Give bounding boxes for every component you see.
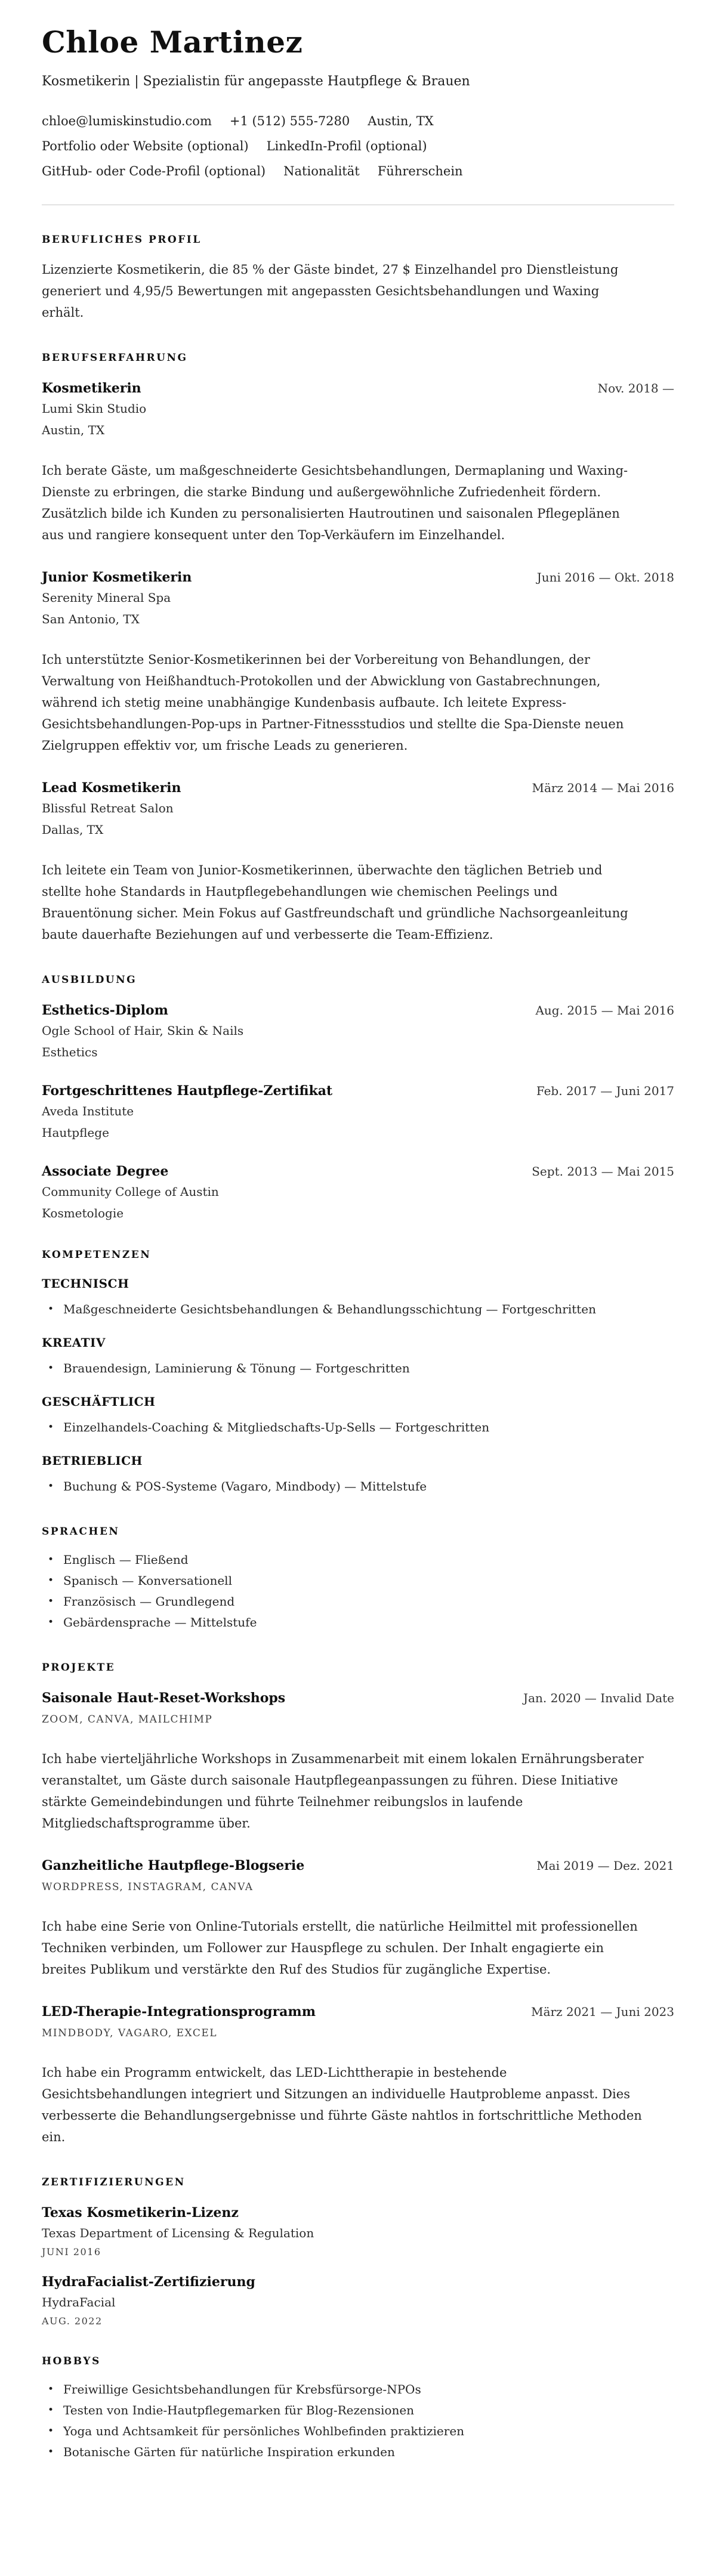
project-description: Ich habe ein Programm entwickelt, das LED-Lichttherapie in bestehende Gesichtsbehandlungen integriert und Sitzungen an individuelle Hautprobleme anpasst. Dies verbesserte die Behandlungsergebnisse und führte Gäste nahtlos in fortschrittliche Methoden ein. [42, 2065, 642, 2144]
section-certifications [42, 2176, 674, 2327]
project-name: LED-Therapie-Integrationsprogramm [42, 2003, 316, 2020]
education-dates: Feb. 2017 — Juni 2017 [536, 1083, 674, 1098]
job-description: Ich berate Gäste, um maßgeschneiderte Gesichtsbehandlungen, Dermaplaning und Waxing-Dienste zu erbringen, die starke Bindung und außergewöhnliche Zufriedenheit fördern. Zusätzlich bilde ich Kunden zu personalisierten Hautroutinen und saisonalen Pflegeplänen aus und rangiere konsequent unter den Top-Verkäufern im Einzelhandel. [42, 463, 628, 542]
education-degree: Esthetics-Diplom [42, 1002, 168, 1018]
bullet-icon: • [48, 1574, 54, 1587]
section-title-profile: BERUFLICHES PROFIL [42, 233, 202, 246]
section-profile [42, 234, 674, 323]
education-school: Community College of Austin [42, 1184, 219, 1199]
hobby-item [42, 2421, 674, 2442]
project-entry [42, 1858, 674, 1980]
person-name: Chloe Martinez [42, 24, 303, 60]
education-school: Aveda Institute [42, 1103, 134, 1118]
hobby-text: Yoga und Achtsamkeit für persönliches Wohlbefinden praktizieren [63, 2423, 465, 2438]
certification-issuer: HydraFacial [42, 2294, 116, 2309]
section-education [42, 974, 674, 1220]
hobby-text: Botanische Gärten für natürliche Inspiration erkunden [63, 2444, 395, 2459]
skill-group-name: TECHNISCH [42, 1276, 129, 1291]
education-degree: Associate Degree [42, 1163, 169, 1179]
skill-item [42, 1299, 674, 1320]
project-name: Ganzheitliche Hautpflege-Blogserie [42, 1857, 305, 1873]
job-dates: März 2014 — Mai 2016 [532, 780, 674, 795]
project-tools: WORDPRESS, INSTAGRAM, CANVA [42, 1881, 254, 1893]
skill-text: Brauendesign, Laminierung & Tönung — Fortgeschritten [63, 1360, 410, 1375]
certification-issuer: Texas Department of Licensing & Regulation [42, 2225, 314, 2240]
skill-item [42, 1417, 674, 1438]
skill-text: Maßgeschneiderte Gesichtsbehandlungen & Behandlungsschichtung — Fortgeschritten [63, 1301, 597, 1316]
project-description: Ich habe vierteljährliche Workshops in Zusammenarbeit mit einem lokalen Ernährungsberater veranstaltet, um Gäste durch saisonale Hautpflegeanpassungen zu führen. Diese Initiative stärkte Gemeindebindungen und führte Teilnehmer reibungslos in laufende Mitgliedschaftsprogramme über. [42, 1751, 644, 1830]
language-text: Gebärdensprache — Mittelstufe [63, 1615, 257, 1629]
job-dates: Juni 2016 — Okt. 2018 [536, 570, 674, 585]
project-entry-head [42, 1690, 674, 1706]
contact-phone: +1 (512) 555-7280 [229, 113, 350, 128]
bullet-icon: • [48, 2383, 54, 2395]
job-location: San Antonio, TX [42, 611, 140, 626]
section-projects [42, 1662, 674, 2148]
contact-portfolio: Portfolio oder Website (optional) [42, 138, 249, 153]
hobby-item [42, 2379, 674, 2400]
skill-text: Buchung & POS-Systeme (Vagaro, Mindbody) — Mittelstufe [63, 1479, 427, 1493]
job-role: Junior Kosmetikerin [42, 569, 192, 585]
language-item [42, 1570, 674, 1591]
skill-item [42, 1476, 674, 1497]
hobby-text: Testen von Indie-Hautpflegemarken für Blog-Rezensionen [63, 2402, 415, 2417]
education-focus: Hautpflege [42, 1125, 109, 1140]
person-tagline: Kosmetikerin | Spezialistin für angepasste Hautpflege & Brauen [42, 73, 470, 89]
certification-date: JUNI 2016 [42, 2246, 101, 2258]
skill-list [42, 1476, 674, 1497]
contact-email: chloe@lumiskinstudio.com [42, 113, 212, 128]
project-tools: MINDBODY, VAGARO, EXCEL [42, 2027, 218, 2039]
section-hobbies [42, 2355, 674, 2463]
language-text: Spanisch — Konversationell [63, 1573, 232, 1588]
section-title-experience: BERUFSERFAHRUNG [42, 351, 188, 364]
job-location: Dallas, TX [42, 822, 104, 837]
skill-text: Einzelhandels-Coaching & Mitgliedschafts-Up-Sells — Fortgeschritten [63, 1420, 490, 1434]
project-dates: Mai 2019 — Dez. 2021 [536, 1858, 674, 1873]
job-company: Blissful Retreat Salon [42, 800, 174, 815]
bullet-icon: • [48, 1553, 54, 1566]
section-title-projects: PROJEKTE [42, 1661, 116, 1674]
project-dates: Jan. 2020 — Invalid Date [523, 1690, 674, 1705]
bullet-icon: • [48, 1362, 54, 1374]
section-title-skills: KOMPETENZEN [42, 1248, 152, 1261]
education-dates: Sept. 2013 — Mai 2015 [532, 1164, 674, 1179]
language-item [42, 1591, 674, 1612]
profile-text: Lizenzierte Kosmetikerin, die 85 % der Gäste bindet, 27 $ Einzelhandel pro Dienstleistung generiert und 4,95/5 Bewertungen mit angepassten Gesichtsbehandlungen und Waxing erhält. [42, 262, 619, 320]
project-entry [42, 1690, 674, 1834]
language-list [42, 1550, 674, 1633]
section-title-hobbies: HOBBYS [42, 2355, 101, 2367]
project-dates: März 2021 — Juni 2023 [531, 2004, 674, 2019]
job-entry-head [42, 381, 674, 396]
bullet-icon: • [48, 1421, 54, 1433]
bullet-icon: • [48, 1595, 54, 1607]
certification-date: AUG. 2022 [42, 2315, 103, 2327]
contact-linkedin: LinkedIn-Profil (optional) [266, 138, 427, 153]
job-entry-head [42, 570, 674, 585]
job-entry [42, 381, 674, 546]
bullet-icon: • [48, 1480, 54, 1492]
job-dates: Nov. 2018 — [597, 381, 674, 395]
job-company: Lumi Skin Studio [42, 401, 147, 416]
language-text: Französisch — Grundlegend [63, 1594, 235, 1609]
resume-header [42, 25, 674, 205]
job-entry [42, 780, 674, 945]
skill-group-name: BETRIEBLICH [42, 1453, 143, 1468]
bullet-icon: • [48, 1303, 54, 1315]
contact-drivers-license: Führerschein [377, 163, 463, 178]
language-text: Englisch — Fließend [63, 1552, 189, 1567]
certification-entry [42, 2274, 674, 2327]
language-item [42, 1550, 674, 1570]
education-entry-head [42, 1164, 674, 1179]
bullet-icon: • [48, 2404, 54, 2416]
hobby-list [42, 2379, 674, 2463]
project-tools: ZOOM, CANVA, MAILCHIMP [42, 1713, 213, 1725]
education-entry-head [42, 1003, 674, 1018]
education-dates: Aug. 2015 — Mai 2016 [535, 1003, 674, 1018]
section-title-education: AUSBILDUNG [42, 973, 137, 986]
certification-name: HydraFacialist-Zertifizierung [42, 2274, 255, 2290]
contact-nationality: Nationalität [283, 163, 360, 178]
project-entry [42, 2004, 674, 2148]
contact-row-2 [42, 139, 674, 153]
contact-github: GitHub- oder Code-Profil (optional) [42, 163, 266, 178]
certification-entry [42, 2205, 674, 2258]
education-entry-head [42, 1083, 674, 1099]
certification-name: Texas Kosmetikerin-Lizenz [42, 2204, 239, 2221]
education-degree: Fortgeschrittenes Hautpflege-Zertifikat [42, 1083, 333, 1099]
section-experience [42, 352, 674, 945]
job-description: Ich leitete ein Team von Junior-Kosmetikerinnen, überwachte den täglichen Betrieb und stellte hohe Standards in Hautpflegebehandlungen wie chemischen Peelings und Brauentönung sicher. Mein Fokus auf Gastfreundschaft und gründliche Nachsorgeanleitung baute dauerhafte Beziehungen auf und verbesserte die Team-Effizienz. [42, 862, 628, 942]
education-entry [42, 1164, 674, 1220]
skill-list [42, 1358, 674, 1379]
skill-list [42, 1417, 674, 1438]
job-role: Kosmetikerin [42, 380, 141, 396]
skill-list [42, 1299, 674, 1320]
job-location: Austin, TX [42, 422, 105, 437]
education-entry [42, 1083, 674, 1140]
section-skills [42, 1249, 674, 1497]
job-company: Serenity Mineral Spa [42, 590, 171, 605]
project-description: Ich habe eine Serie von Online-Tutorials erstellt, die natürliche Heilmittel mit professionellen Techniken verbinden, um Follower zur Hauspflege zu schulen. Der Inhalt engagierte ein breites Publikum und verstärkte den Ruf des Studios für zugängliche Expertise. [42, 1919, 638, 1977]
project-entry-head [42, 2004, 674, 2020]
education-focus: Esthetics [42, 1044, 98, 1059]
bullet-icon: • [48, 1616, 54, 1628]
bullet-icon: • [48, 2445, 54, 2458]
job-role: Lead Kosmetikerin [42, 780, 181, 796]
education-focus: Kosmetologie [42, 1205, 124, 1220]
hobby-text: Freiwillige Gesichtsbehandlungen für Krebsfürsorge-NPOs [63, 2382, 421, 2396]
job-entry [42, 570, 674, 756]
skill-group-name: KREATIV [42, 1335, 106, 1350]
education-school: Ogle School of Hair, Skin & Nails [42, 1023, 244, 1038]
job-entry-head [42, 780, 674, 796]
skill-item [42, 1358, 674, 1379]
education-entry [42, 1003, 674, 1059]
job-description: Ich unterstützte Senior-Kosmetikerinnen bei der Vorbereitung von Behandlungen, der Verwaltung von Heißhandtuch-Protokollen und der Abwicklung von Gastabrechnungen, während ich stetig meine unabhängige Kundenbasis aufbaute. Ich leitete Express-Gesichtsbehandlungen-Pop-ups in Partner-Fitnessstudios und stellte die Spa-Dienste neuen Zielgruppen effektiv vor, um frische Leads zu generieren. [42, 652, 624, 753]
section-languages [42, 1526, 674, 1633]
bullet-icon: • [48, 2425, 54, 2437]
skill-group-name: GESCHÄFTLICH [42, 1394, 156, 1409]
section-title-languages: SPRACHEN [42, 1525, 120, 1538]
language-item [42, 1612, 674, 1633]
hobby-item [42, 2400, 674, 2421]
contact-row-3 [42, 164, 674, 178]
project-name: Saisonale Haut-Reset-Workshops [42, 1690, 286, 1706]
contact-row-1 [42, 114, 674, 128]
contact-location: Austin, TX [368, 113, 434, 128]
hobby-item [42, 2442, 674, 2463]
section-title-certifications: ZERTIFIZIERUNGEN [42, 2176, 186, 2188]
project-entry-head [42, 1858, 674, 1873]
